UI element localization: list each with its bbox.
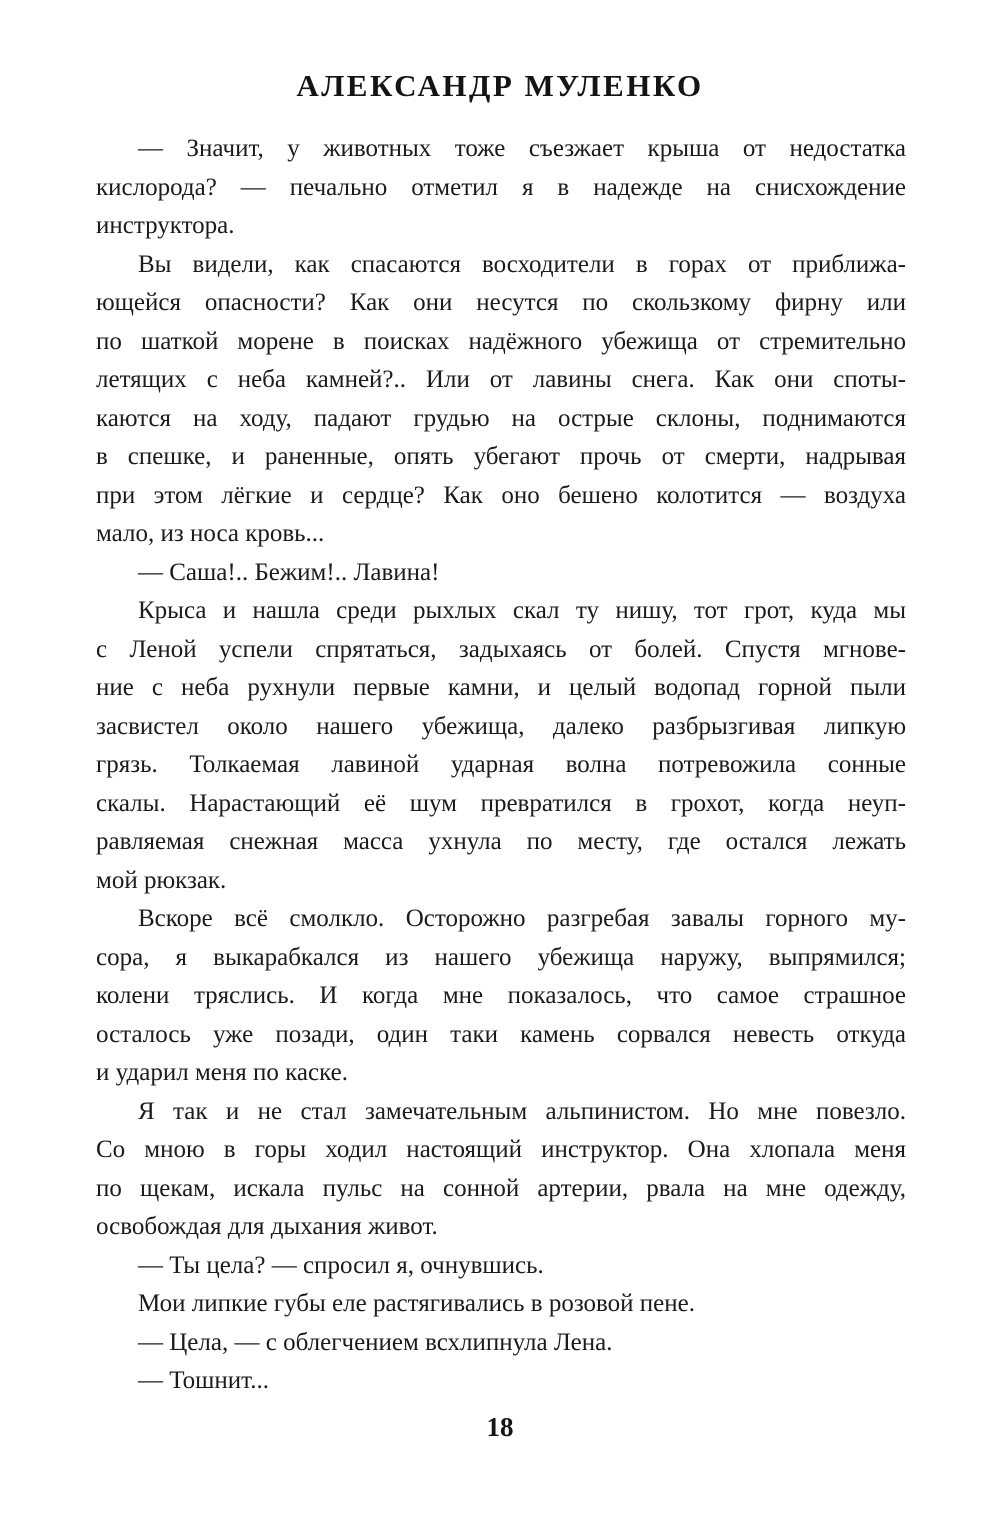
text-line: Вы видели, как спасаются восходители в горах от приближа-: [138, 250, 906, 278]
paragraph: [96, 1285, 906, 1324]
page-number: 18: [486, 1412, 514, 1442]
running-header-author: АЛЕКСАНДР МУЛЕНКО: [296, 68, 704, 103]
text-line: — Цела, — с облегчением всхлипнула Лена.: [138, 1328, 613, 1356]
paragraph: [96, 246, 906, 554]
paragraph: [96, 1247, 906, 1286]
text-line: и ударил меня по каске.: [96, 1059, 348, 1086]
paragraph: [96, 1324, 906, 1363]
paragraph: [96, 592, 906, 900]
text-line: — Саша!.. Бежим!.. Лавина!: [138, 558, 440, 586]
paragraph: [96, 900, 906, 1093]
text-line: скалы. Нарастающий её шум превратился в грохот, когда неуп-: [96, 789, 906, 817]
text-line: грязь. Толкаемая лавиной ударная волна потревожила сонные: [96, 751, 906, 778]
text-line: колени тряслись. И когда мне показалось, что самое страшное: [96, 982, 906, 1009]
text-line: ние с неба рухнули первые камни, и целый водопад горной пыли: [96, 674, 906, 701]
page-text: [96, 130, 906, 1401]
text-line: каются на ходу, падают грудью на острые склоны, поднимаются: [96, 404, 906, 432]
text-line: Вскоре всё смолкло. Осторожно разгребая завалы горного му-: [138, 905, 906, 932]
paragraph: [96, 130, 906, 246]
text-line: Мои липкие губы еле растягивались в розовой пене.: [138, 1290, 696, 1317]
paragraph: [96, 554, 906, 593]
text-line: засвистел около нашего убежища, далеко разбрызгивая липкую: [96, 712, 906, 740]
text-line: в спешке, и раненные, опять убегают прочь от смерти, надрывая: [96, 443, 906, 470]
text-line: инструктора.: [96, 212, 235, 239]
text-line: по щекам, искала пульс на сонной артерии, рвала на мне одежду,: [96, 1174, 906, 1202]
text-line: ющейся опасности? Как они несутся по скользкому фирну или: [96, 289, 906, 316]
text-line: сора, я выкарабкался из нашего убежища наружу, выпрямился;: [96, 943, 906, 971]
text-line: кислорода? — печально отметил я в надежде на снисхождение: [96, 173, 906, 201]
text-line: летящих с неба камней?.. Или от лавины снега. Как они споты-: [96, 366, 906, 393]
text-line: осталось уже позади, один таки камень сорвался невесть откуда: [96, 1020, 906, 1048]
text-line: Крыса и нашла среди рыхлых скал ту нишу, тот грот, куда мы: [138, 597, 906, 624]
text-line: при этом лёгкие и сердце? Как оно бешено колотится — воздуха: [96, 481, 906, 509]
text-line: — Значит, у животных тоже съезжает крыша от недостатка: [138, 135, 906, 162]
text-line: освобождая для дыхания живот.: [96, 1213, 438, 1240]
paragraph: [96, 1093, 906, 1247]
text-line: по шаткой морене в поисках надёжного убежища от стремительно: [96, 327, 906, 355]
text-line: мой рюкзак.: [96, 866, 227, 894]
text-line: — Тошнит...: [138, 1367, 269, 1394]
text-line: Я так и не стал замечательным альпинистом. Но мне повезло.: [138, 1097, 906, 1125]
paragraph: [96, 1362, 906, 1401]
text-line: Со мною в горы ходил настоящий инструктор. Она хлопала меня: [96, 1136, 906, 1163]
text-line: — Ты цела? — спросил я, очнувшись.: [138, 1251, 544, 1279]
text-line: мало, из носа кровь...: [96, 520, 325, 547]
text-line: равляемая снежная масса ухнула по месту, где остался лежать: [96, 828, 906, 855]
text-line: с Леной успели спрятаться, задыхаясь от болей. Спустя мгнове-: [96, 635, 906, 663]
